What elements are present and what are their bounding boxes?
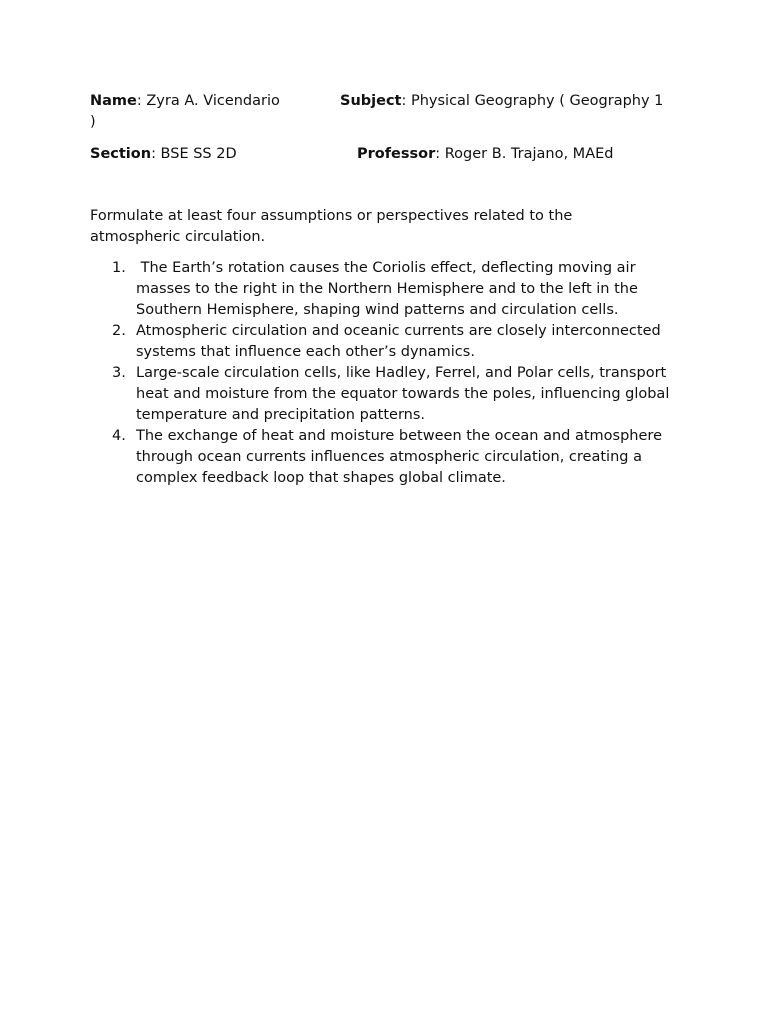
list-item-text: The Earth’s rotation causes the Coriolis effect, deflecting moving air masses to the right in the Northern Hemisphere and to the left in the Southern Hemisphere, shaping wind patterns and circulation cells. <box>136 260 638 318</box>
list-item-number: 2. <box>112 323 126 339</box>
professor-value: : Roger B. Trajano, MAEd <box>435 146 614 162</box>
list-item-text: Atmospheric circulation and oceanic currents are closely interconnected systems that influence each other’s dynamics. <box>136 323 661 360</box>
name-field <box>90 91 280 112</box>
section-field <box>90 144 237 165</box>
list-item-number: 4. <box>112 428 126 444</box>
name-label: Name <box>90 93 137 109</box>
list-item <box>90 363 690 426</box>
name-value: : Zyra A. Vicendario <box>136 93 280 109</box>
list-item <box>90 258 690 321</box>
assignment-prompt: Formulate at least four assumptions or perspectives related to the atmospheric circulation. <box>90 208 573 245</box>
subject-label: Subject <box>340 93 402 109</box>
list-item-number: 1. <box>112 260 126 276</box>
subject-wrap: ) <box>90 114 96 130</box>
subject-value: : Physical Geography ( Geography 1 <box>401 93 664 109</box>
list-item <box>90 321 690 363</box>
list-item <box>90 426 690 489</box>
section-label: Section <box>90 146 152 162</box>
list-item-text: Large-scale circulation cells, like Hadley, Ferrel, and Polar cells, transport heat and moisture from the equator towards the poles, influencing global temperature and precipitation patterns. <box>136 365 670 423</box>
section-value: : BSE SS 2D <box>151 146 237 162</box>
answer-list <box>90 258 690 489</box>
subject-field <box>340 91 663 112</box>
list-item-number: 3. <box>112 365 126 381</box>
professor-field <box>357 144 613 165</box>
professor-label: Professor <box>357 146 436 162</box>
list-item-text: The exchange of heat and moisture between the ocean and atmosphere through ocean currents influences atmospheric circulation, creating a complex feedback loop that shapes global climate. <box>136 428 662 486</box>
